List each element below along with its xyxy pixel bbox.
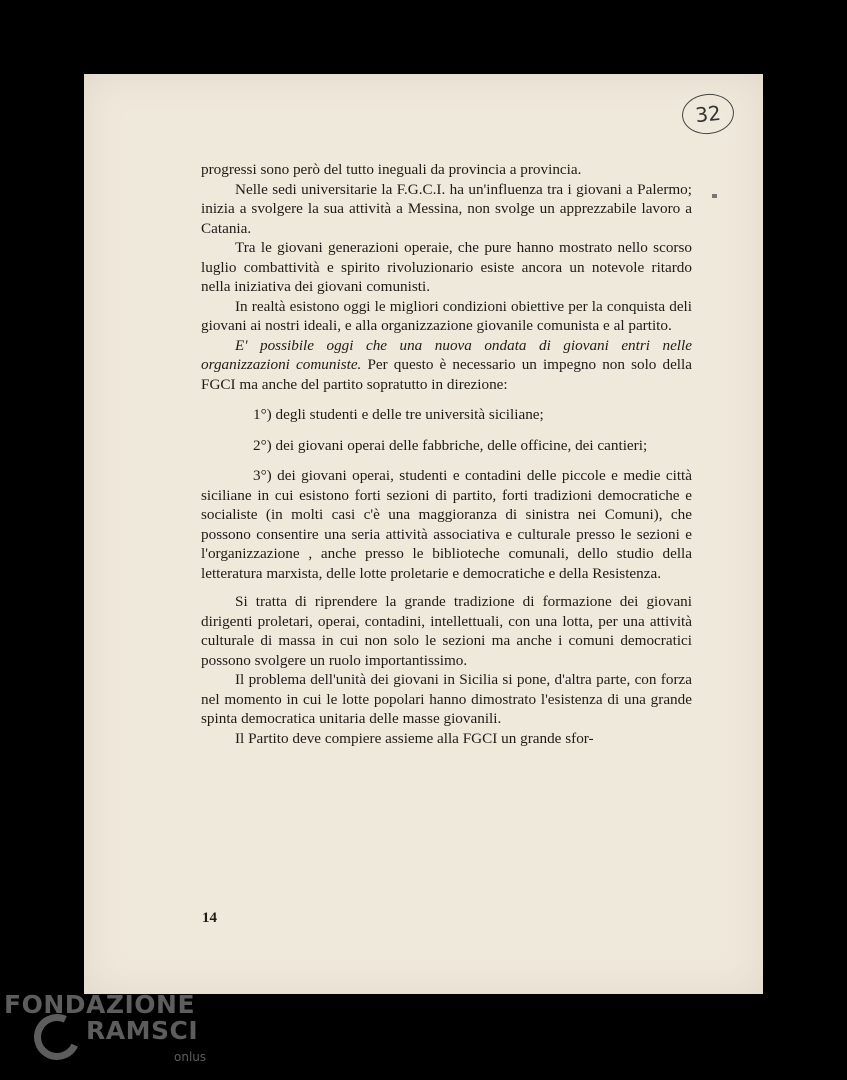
- paragraph-continuation: Per questo è necessario un impegno non solo della FGCI ma anche del partito sopratutto in direzione:: [201, 356, 692, 393]
- paragraph: [201, 336, 692, 395]
- paragraph: Tra le giovani generazioni operaie, che pure hanno mostrato nello scorso luglio combattività e spirito rivoluzionario esiste ancora un notevole ritardo nella iniziativa dei giovani comunisti.: [201, 239, 692, 295]
- page-number: 14: [202, 910, 217, 926]
- fondazione-gramsci-watermark: [0, 988, 230, 1080]
- paragraph: progressi sono però del tutto ineguali da provincia a provincia.: [201, 161, 582, 178]
- paragraph: Si tratta di riprendere la grande tradizione di formazione dei giovani dirigenti proletari, operai, contadini, intellettuali, con una lotta, per una attività culturale di massa in cui non solo le sezioni ma anche i comuni democratici possono svolgere un ruolo importantissimo.: [201, 593, 692, 669]
- list-item: 3°) dei giovani operai, studenti e contadini delle piccole e medie città siciliane in cui esistono forti sezioni di partito, forti tradizioni democratiche e socialiste (in molti casi c'è una maggioranza di sinistra nei Comuni), che possono consentire una seria attività associativa e culturale presso le sezioni e l'organizzazione , anche presso le biblioteche comunali, dello studio della letteratura marxista, delle lotte proletarie e democratiche e della Resistenza.: [201, 467, 692, 582]
- watermark-line2: RAMSCI: [86, 1016, 199, 1045]
- paragraph: Nelle sedi universitarie la F.G.C.I. ha un'influenza tra i giovani a Palermo; inizia a svolgere la sua attività a Messina, non svolge un apprezzabile lavoro a Catania.: [201, 180, 692, 237]
- paragraph: Il Partito deve compiere assieme alla FGCI un grande sfor-: [235, 729, 594, 747]
- list-item: 2°) dei giovani operai delle fabbriche, delle officine, dei cantieri;: [253, 436, 648, 454]
- ink-mark: [712, 194, 717, 198]
- document-page: [84, 74, 763, 994]
- watermark-line3: onlus: [174, 1050, 207, 1064]
- italic-sentence: E' possibile oggi che una nuova ondata di giovani entri nelle organizzazioni comuniste.: [201, 336, 692, 373]
- watermark-line1: FONDAZIONE: [4, 990, 196, 1019]
- archive-number-stamp: 32: [680, 91, 736, 136]
- body-text: [201, 160, 692, 748]
- list-item: 1°) degli studenti e delle tre università siciliane;: [253, 406, 544, 423]
- paragraph: Il problema dell'unità dei giovani in Sicilia si pone, d'altra parte, con forza nel momento in cui le lotte popolari hanno dimostrato l'esistenza di una grande spinta democratica unitaria delle masse giovanili.: [201, 671, 692, 727]
- paragraph: In realtà esistono oggi le migliori condizioni obiettive per la conquista deli giovani ai nostri ideali, e alla organizzazione giovanile comunista e al partito.: [201, 297, 692, 334]
